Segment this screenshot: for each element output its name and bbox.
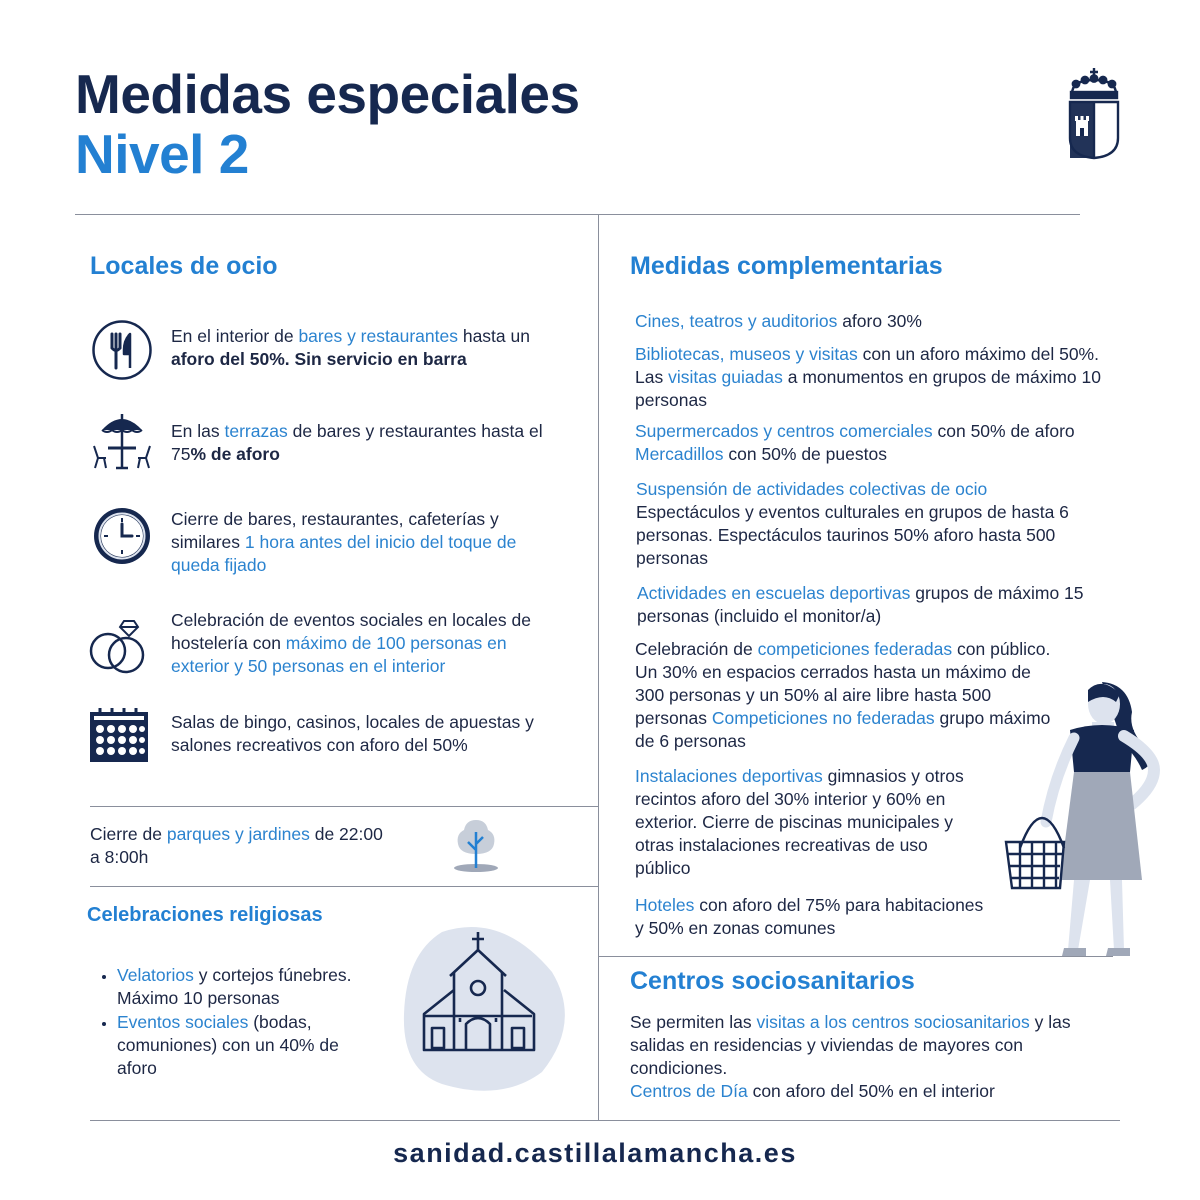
item-text: gimnasios y otros recintos aforo del 30% interior y 60% en exterior. Cierre de piscinas municipales y otras instalaciones recreativas de uso público <box>635 766 964 878</box>
religiosas-list <box>90 964 380 1081</box>
item-text: con público. Un 30% en espacios cerrados hasta un máximo de 300 personas y un 50% al aire libre hasta 500 personas <box>635 639 1051 728</box>
divider-parques <box>90 806 598 807</box>
item-highlight: visitas a los centros sociosanitarios <box>756 1012 1030 1032</box>
wedding-rings-icon <box>86 615 150 679</box>
item-text: Celebración de eventos sociales en locales de hostelería con <box>171 610 531 653</box>
list-item <box>635 638 1055 753</box>
item-text: Salas de bingo, casinos, locales de apuestas y salones recreativos con aforo del 50% <box>171 712 534 755</box>
item-text: y cortejos fúnebres. Máximo 10 personas <box>117 965 352 1008</box>
socio-text <box>630 1011 1120 1103</box>
item-text: con aforo del 75% para habitaciones y 50% en zonas comunes <box>635 895 984 938</box>
item-highlight: visitas guiadas <box>668 367 783 387</box>
item-highlight: Eventos sociales <box>117 1012 249 1032</box>
divider-religiosas <box>90 886 598 887</box>
item-text: de bares y restaurantes hasta el 75 <box>171 421 543 464</box>
item-highlight: parques y jardines <box>166 824 310 844</box>
item-text: En las <box>171 421 225 441</box>
column-divider <box>598 214 599 1120</box>
item-highlight: Actividades en escuelas deportivas <box>637 583 911 603</box>
item-text: con 50% de aforo <box>932 421 1075 441</box>
item-highlight: Supermercados y centros comerciales <box>635 421 933 441</box>
list-item <box>636 478 1106 570</box>
item-highlight: 1 hora antes del inicio del toque de queda fijado <box>171 532 517 575</box>
item-text: Espectáculos y eventos culturales en grupos de hasta 6 personas. Espectáculos taurinos 50% aforo hasta 500 personas <box>636 502 1069 568</box>
parques-text <box>90 823 390 869</box>
list-item <box>117 1011 380 1080</box>
list-item <box>637 582 1107 628</box>
list-item <box>171 420 561 466</box>
item-highlight: Cines, teatros y auditorios <box>635 311 838 331</box>
item-text: con 50% de puestos <box>723 444 887 464</box>
list-item <box>635 310 1115 333</box>
item-highlight: Velatorios <box>117 965 194 985</box>
item-bold: aforo del 50%. Sin servicio en barra <box>171 349 467 369</box>
list-item <box>635 765 985 880</box>
clock-icon <box>90 504 154 568</box>
item-text: grupo máximo de 6 personas <box>635 708 1051 751</box>
religiosas-heading: Celebraciones religiosas <box>87 904 323 926</box>
item-highlight: Instalaciones deportivas <box>635 766 823 786</box>
list-item <box>171 508 561 577</box>
item-text: a monumentos en grupos de máximo 10 personas <box>635 367 1101 410</box>
list-item <box>635 894 985 940</box>
item-highlight: Competiciones no federadas <box>711 708 935 728</box>
page-title: Medidas especiales <box>75 63 580 125</box>
item-text: aforo 30% <box>837 311 922 331</box>
item-highlight: terrazas <box>224 421 288 441</box>
item-highlight: bares y restaurantes <box>298 326 458 346</box>
item-text: con aforo del 50% en el interior <box>747 1081 995 1101</box>
item-text: Cierre de bares, restaurantes, cafeterías y similares <box>171 509 499 552</box>
socio-heading: Centros sociosanitarios <box>630 967 915 995</box>
church-icon <box>402 912 568 1092</box>
item-text: y las salidas en residencias y viviendas de mayores con condiciones. <box>630 1012 1071 1078</box>
item-highlight: competiciones federadas <box>757 639 953 659</box>
list-item <box>171 711 561 757</box>
item-text: (bodas, comuniones) con un 40% de aforo <box>117 1012 339 1078</box>
item-highlight: Mercadillos <box>635 444 724 464</box>
list-item <box>635 343 1105 412</box>
header-divider <box>75 214 1080 215</box>
castilla-la-mancha-crest-icon <box>1064 66 1124 162</box>
item-text: Celebración de <box>635 639 758 659</box>
item-highlight: máximo de 100 personas en exterior y 50 personas en el interior <box>171 633 507 676</box>
page-subtitle: Nivel 2 <box>75 123 249 185</box>
footer-divider <box>90 1120 1120 1121</box>
item-highlight: Hoteles <box>635 895 695 915</box>
terrace-umbrella-icon <box>90 410 154 474</box>
item-text: hasta un <box>457 326 530 346</box>
restaurant-cutlery-icon <box>90 318 154 382</box>
complementarias-heading: Medidas complementarias <box>630 252 943 280</box>
item-bold: % de aforo <box>190 444 280 464</box>
bingo-card-icon <box>88 706 152 770</box>
list-item <box>635 420 1135 466</box>
item-highlight: Suspensión de actividades colectivas de ocio <box>636 479 988 499</box>
ocio-heading: Locales de ocio <box>90 252 278 280</box>
item-text: Cierre de <box>90 824 167 844</box>
list-item <box>117 964 380 1010</box>
item-text: Se permiten las <box>630 1012 757 1032</box>
item-text: En el interior de <box>171 326 299 346</box>
item-highlight: Bibliotecas, museos y visitas <box>635 344 858 364</box>
tree-icon <box>450 816 502 874</box>
item-text: grupos de máximo 15 personas (incluido el monitor/a) <box>637 583 1084 626</box>
list-item <box>171 609 561 678</box>
item-text: con un aforo máximo del 50%. Las <box>635 344 1099 387</box>
list-item <box>171 325 561 371</box>
item-text: de 22:00 a 8:00h <box>90 824 383 867</box>
item-highlight: Centros de Día <box>630 1081 748 1101</box>
footer-url-link[interactable]: sanidad.castillalamancha.es <box>393 1138 797 1168</box>
woman-with-shopping-basket-icon <box>1000 676 1160 960</box>
